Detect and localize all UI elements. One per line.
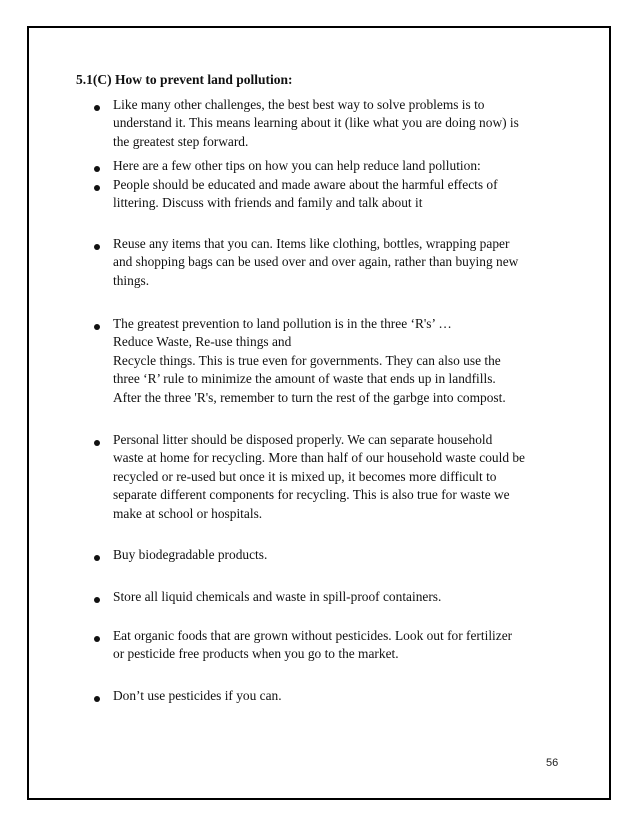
list-item-line: Personal litter should be disposed properly. We can separate household — [113, 432, 493, 447]
list-item-line: three ‘R’ rule to minimize the amount of waste that ends up in landfills. — [113, 371, 496, 387]
list-item — [113, 315, 583, 407]
bullet-dot — [94, 696, 100, 702]
list-item-line: littering. Discuss with friends and family and talk about it — [113, 195, 423, 211]
list-item-line: Here are a few other tips on how you can help reduce land pollution: — [113, 158, 481, 173]
list-item-line: make at school or hospitals. — [113, 505, 263, 521]
list-item-line: Recycle things. This is true even for governments. They can also use the — [113, 352, 501, 368]
list-item-line: Eat organic foods that are grown without pesticides. Look out for fertilizer — [113, 628, 513, 643]
bullet-dot — [94, 324, 100, 330]
list-item-line: Reduce Waste, Re-use things and — [113, 334, 292, 350]
list-item-line: Buy biodegradable products. — [113, 547, 268, 562]
section-heading: 5.1(C) How to prevent land pollution: — [76, 72, 293, 87]
list-item-line: waste at home for recycling. More than half of our household waste could be — [113, 450, 526, 466]
bullet-dot — [94, 555, 100, 561]
page-number: 56 — [546, 757, 559, 769]
bullet-dot — [94, 440, 100, 446]
list-item-line: separate different components for recycling. This is also true for waste we — [113, 487, 510, 503]
list-item-line: Store all liquid chemicals and waste in spill-proof containers. — [113, 589, 442, 604]
list-item-line: Don’t use pesticides if you can. — [113, 688, 282, 703]
list-item — [113, 176, 583, 213]
list-item-line: The greatest prevention to land pollution is in the three ‘R's’ … — [113, 316, 452, 331]
list-item — [113, 687, 583, 705]
list-item-line: People should be educated and made aware about the harmful effects of — [113, 177, 498, 192]
bullet-dot — [94, 244, 100, 250]
list-item-line: or pesticide free products when you go to the market. — [113, 646, 399, 662]
list-item-line: recycled or re-used but once it is mixed up, it becomes more difficult to — [113, 468, 497, 484]
list-item — [113, 157, 583, 175]
list-item — [113, 588, 583, 606]
bullet-dot — [94, 597, 100, 603]
list-item-line: things. — [113, 272, 150, 288]
list-item — [113, 96, 583, 151]
list-item — [113, 546, 583, 564]
list-item-line: and shopping bags can be used over and over again, rather than buying new — [113, 254, 519, 270]
list-item-line: After the three 'R's, remember to turn the rest of the garbge into compost. — [113, 389, 506, 405]
bullet-dot — [94, 166, 100, 172]
bullet-dot — [94, 185, 100, 191]
bullet-dot — [94, 105, 100, 111]
list-item — [113, 627, 583, 664]
list-item-line: Reuse any items that you can. Items like clothing, bottles, wrapping paper — [113, 236, 510, 251]
list-item — [113, 431, 583, 523]
list-item-line: the greatest step forward. — [113, 133, 249, 149]
list-item-line: Like many other challenges, the best best way to solve problems is to — [113, 97, 485, 112]
bullet-dot — [94, 636, 100, 642]
list-item — [113, 235, 583, 290]
list-item-line: understand it. This means learning about it (like what you are doing now) is — [113, 115, 519, 131]
